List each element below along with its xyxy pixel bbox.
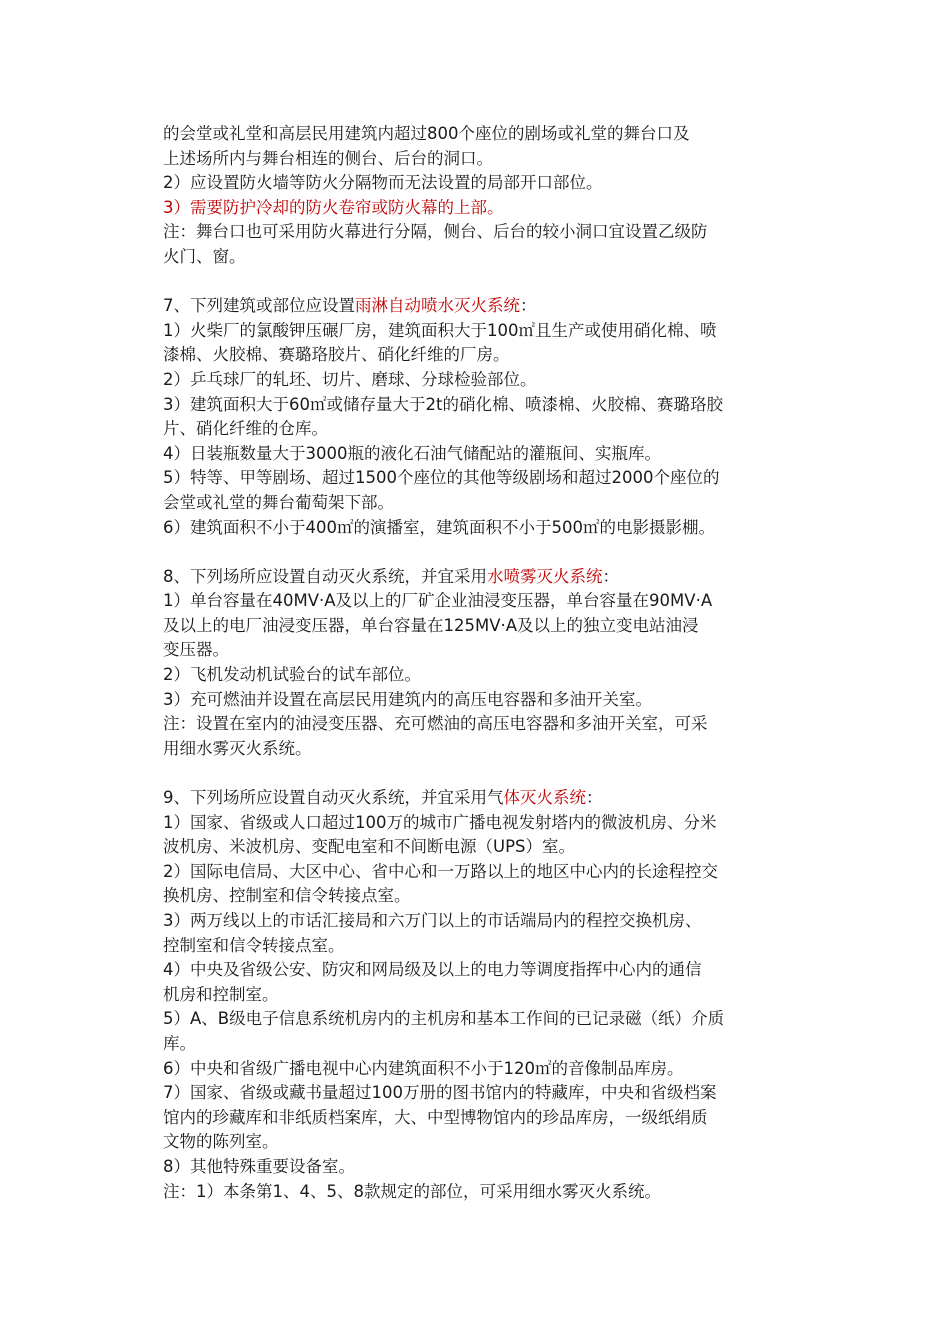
text-line: 7）国家、省级或藏书量超过100万册的图书馆内的特藏库，中央和省级档案 (163, 1083, 717, 1103)
paragraph-gap (163, 270, 795, 295)
heading-text: 8、下列场所应设置自动灭火系统，并宜采用 (163, 566, 487, 586)
section-8 (163, 565, 795, 762)
section-heading (163, 294, 795, 319)
text-line: 2）乒乓球厂的轧坯、切片、磨球、分球检验部位。 (163, 369, 537, 389)
text-line: 3）充可燃油并设置在高层民用建筑内的高压电容器和多油开关室。 (163, 689, 652, 709)
text-line: 4）中央及省级公安、防灾和网局级及以上的电力等调度指挥中心内的通信 (163, 960, 702, 980)
text-line: 6）建筑面积不小于400㎡的演播室，建筑面积不小于500㎡的电影摄影棚。 (163, 517, 715, 537)
paragraph-gap (163, 761, 795, 786)
text-line: 机房和控制室。 (163, 984, 279, 1004)
text-line: 5）特等、甲等剧场、超过1500个座位的其他等级剧场和超过2000个座位的 (163, 468, 720, 488)
text-line: 换机房、控制室和信令转接点室。 (163, 886, 411, 906)
section-6-tail (163, 122, 795, 270)
text-line: 8）其他特殊重要设备室。 (163, 1156, 355, 1176)
text-line: 2）国际电信局、大区中心、省中心和一万路以上的地区中心内的长途程控交 (163, 861, 718, 881)
text-line: 6）中央和省级广播电视中心内建筑面积不小于120㎡的音像制品库房。 (163, 1058, 684, 1078)
text-line: 1）单台容量在40MV·A及以上的厂矿企业油浸变压器，单台容量在90MV·A (163, 591, 713, 611)
note-line: 用细水雾灭火系统。 (163, 738, 312, 758)
heading-colon: ： (520, 296, 537, 316)
text-line: 文物的陈列室。 (163, 1132, 279, 1152)
text-line: 上述场所内与舞台相连的侧台、后台的洞口。 (163, 148, 493, 168)
text-line: 会堂或礼堂的舞台葡萄架下部。 (163, 492, 394, 512)
text-line: 变压器。 (163, 640, 229, 660)
text-line: 2）飞机发动机试验台的试车部位。 (163, 665, 421, 685)
text-line: 片、硝化纤维的仓库。 (163, 419, 328, 439)
section-heading (163, 786, 795, 811)
text-line: 库。 (163, 1033, 196, 1053)
heading-text: 9、下列场所应设置自动灭火系统，并宜采用气 (163, 788, 504, 808)
document-page (163, 122, 795, 1204)
highlighted-text-line: 3）需要防护冷却的防火卷帘或防火幕的上部。 (163, 197, 504, 217)
text-line: 5）A、B级电子信息系统机房内的主机房和基本工作间的已记录磁（纸）介质 (163, 1009, 725, 1029)
text-line: 3）建筑面积大于60㎡或储存量大于2t的硝化棉、喷漆棉、火胶棉、赛璐珞胶 (163, 394, 723, 414)
heading-colon: ： (586, 788, 603, 808)
heading-highlight: 水喷雾灭火系统 (487, 566, 603, 586)
section-7 (163, 294, 795, 540)
paragraph-gap (163, 540, 795, 565)
note-line: 注：1）本条第1、4、5、8款规定的部位，可采用细水雾灭火系统。 (163, 1181, 661, 1201)
note-line: 火门、窗。 (163, 246, 246, 266)
text-line: 2）应设置防火墙等防火分隔物而无法设置的局部开口部位。 (163, 173, 603, 193)
section-9 (163, 786, 795, 1204)
heading-highlight: 雨淋自动喷水灭火系统 (355, 296, 520, 316)
text-line: 控制室和信令转接点室。 (163, 935, 345, 955)
text-line: 1）国家、省级或人口超过100万的城市广播电视发射塔内的微波机房、分米 (163, 812, 717, 832)
text-line: 3）两万线以上的市话汇接局和六万门以上的市话端局内的程控交换机房、 (163, 911, 702, 930)
heading-highlight: 体灭火系统 (503, 788, 586, 808)
note-line: 注：舞台口也可采用防火幕进行分隔，侧台、后台的较小洞口宜设置乙级防 (163, 222, 708, 242)
section-heading (163, 565, 795, 590)
text-line: 1）火柴厂的氯酸钾压碾厂房，建筑面积大于100㎡且生产或使用硝化棉、喷 (163, 320, 717, 340)
text-line: 4）日装瓶数量大于3000瓶的液化石油气储配站的灌瓶间、实瓶库。 (163, 443, 661, 463)
text-line: 馆内的珍藏库和非纸质档案库，大、中型博物馆内的珍品库房，一级纸绢质 (163, 1107, 708, 1127)
note-line: 注：设置在室内的油浸变压器、充可燃油的高压电容器和多油开关室，可采 (163, 714, 708, 734)
text-line: 漆棉、火胶棉、赛璐珞胶片、硝化纤维的厂房。 (163, 345, 510, 365)
heading-colon: ： (602, 566, 619, 586)
text-line: 波机房、米波机房、变配电室和不间断电源（UPS）室。 (163, 837, 576, 857)
heading-text: 7、下列建筑或部位应设置 (163, 296, 355, 316)
text-line: 及以上的电厂油浸变压器，单台容量在125MV·A及以上的独立变电站油浸 (163, 615, 699, 635)
text-line: 的会堂或礼堂和高层民用建筑内超过800个座位的剧场或礼堂的舞台口及 (163, 124, 690, 143)
